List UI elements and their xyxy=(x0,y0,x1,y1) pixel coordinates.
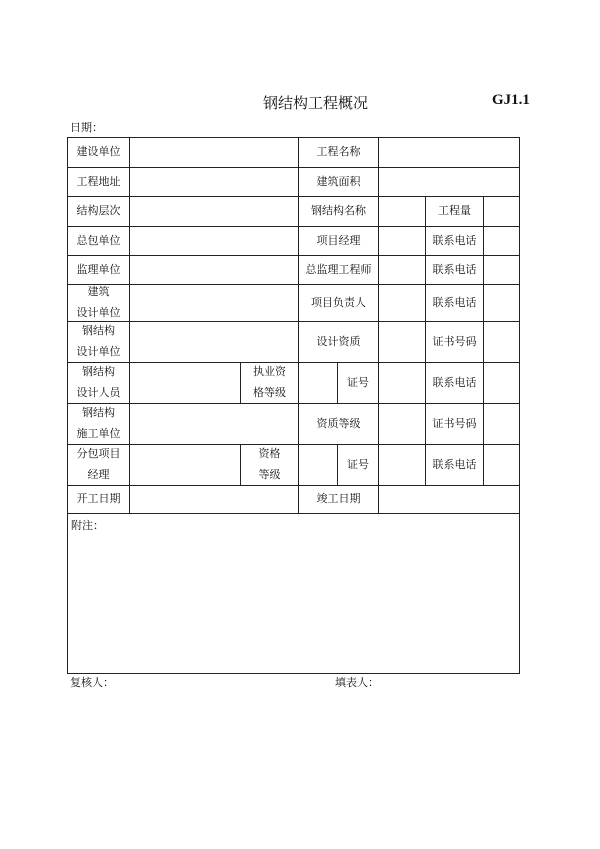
contact-phone-label: 联系电话 xyxy=(432,295,477,309)
architectural-design-unit-label: 建筑 设计单位 xyxy=(76,285,121,319)
certificate-number-label: 证书号码 xyxy=(432,334,477,348)
steel-construction-unit-label: 钢结构 施工单位 xyxy=(76,406,121,440)
steel-structure-name-label: 钢结构名称 xyxy=(311,204,366,218)
steel-structure-name-field[interactable] xyxy=(379,197,425,226)
contact-phone-field[interactable] xyxy=(484,227,519,255)
subcontract-manager-field[interactable] xyxy=(130,445,240,485)
practice-grade-field[interactable] xyxy=(299,363,337,403)
construction-unit-field[interactable] xyxy=(130,138,298,167)
start-date-label: 开工日期 xyxy=(76,492,121,506)
project-leader-field[interactable] xyxy=(379,285,425,321)
supervision-unit-field[interactable] xyxy=(130,256,298,284)
qualification-grade-label: 资质等级 xyxy=(316,416,361,430)
completion-date-label: 竣工日期 xyxy=(316,492,361,506)
filler-label: 填表人： xyxy=(335,676,379,689)
subcontract-manager-label: 分包项目 经理 xyxy=(76,447,121,481)
reviewer-label: 复核人： xyxy=(70,676,114,689)
project-name-label: 工程名称 xyxy=(316,145,361,159)
steel-design-unit-field[interactable] xyxy=(130,322,298,362)
project-manager-field[interactable] xyxy=(379,227,425,255)
certificate-number-label: 证书号码 xyxy=(432,416,477,430)
cert-no-label: 证号 xyxy=(347,457,369,471)
qualification-grade-field[interactable] xyxy=(379,404,425,444)
start-date-field[interactable] xyxy=(130,486,298,513)
building-area-field[interactable] xyxy=(379,168,519,196)
design-qualification-field[interactable] xyxy=(379,322,425,362)
contact-phone-field[interactable] xyxy=(484,445,519,485)
architectural-design-unit-field[interactable] xyxy=(130,285,298,321)
steel-construction-unit-field[interactable] xyxy=(130,404,298,444)
cert-no-field[interactable] xyxy=(379,445,425,485)
project-address-field[interactable] xyxy=(130,168,298,196)
chief-supervisor-field[interactable] xyxy=(379,256,425,284)
contact-phone-field[interactable] xyxy=(484,285,519,321)
project-name-field[interactable] xyxy=(379,138,519,167)
steel-designer-label: 钢结构 设计人员 xyxy=(76,365,121,399)
project-manager-label: 项目经理 xyxy=(316,233,361,247)
certificate-number-field[interactable] xyxy=(484,404,519,444)
structure-floors-field[interactable] xyxy=(130,197,298,226)
project-address-label: 工程地址 xyxy=(76,174,121,188)
date-label: 日期： xyxy=(70,121,103,134)
steel-design-unit-label: 钢结构 设计单位 xyxy=(76,324,121,358)
construction-unit-label: 建设单位 xyxy=(76,145,121,159)
page-title: 钢结构工程概况 xyxy=(263,94,369,112)
chief-supervisor-label: 总监理工程师 xyxy=(305,262,372,276)
remarks-label: 附注： xyxy=(71,519,104,532)
contact-phone-field[interactable] xyxy=(484,363,519,403)
form-code: GJ1.1 xyxy=(492,92,530,108)
contact-phone-label: 联系电话 xyxy=(432,233,477,247)
building-area-label: 建筑面积 xyxy=(316,174,361,188)
general-contractor-field[interactable] xyxy=(130,227,298,255)
structure-floors-label: 结构层次 xyxy=(76,204,121,218)
contact-phone-label: 联系电话 xyxy=(432,457,477,471)
practice-grade-label: 执业资 格等级 xyxy=(253,365,286,399)
certificate-number-field[interactable] xyxy=(484,322,519,362)
project-leader-label: 项目负责人 xyxy=(311,295,366,309)
steel-designer-field[interactable] xyxy=(130,363,240,403)
quantity-label: 工程量 xyxy=(438,204,471,218)
qualification-level-field[interactable] xyxy=(299,445,337,485)
contact-phone-field[interactable] xyxy=(484,256,519,284)
contact-phone-label: 联系电话 xyxy=(432,375,477,389)
cert-no-field[interactable] xyxy=(379,363,425,403)
remarks-field[interactable] xyxy=(68,514,519,673)
cert-no-label: 证号 xyxy=(347,375,369,389)
completion-date-field[interactable] xyxy=(379,486,519,513)
quantity-field[interactable] xyxy=(484,197,519,226)
contact-phone-label: 联系电话 xyxy=(432,262,477,276)
general-contractor-label: 总包单位 xyxy=(76,233,121,247)
qualification-level-label: 资格 等级 xyxy=(258,447,281,481)
supervision-unit-label: 监理单位 xyxy=(76,262,121,276)
design-qualification-label: 设计资质 xyxy=(316,334,361,348)
